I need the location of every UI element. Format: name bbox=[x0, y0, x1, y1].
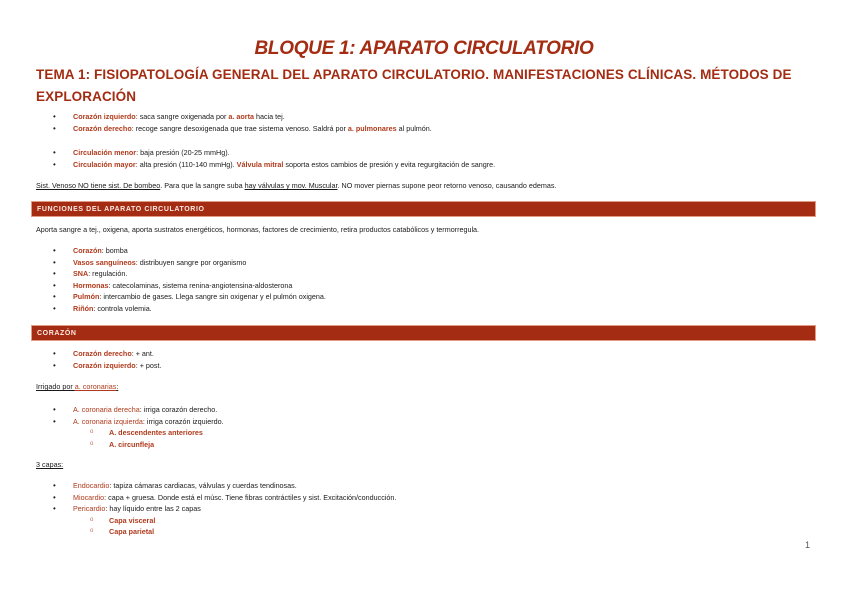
item-text: : tapiza cámaras cardiacas, válvulas y cuerdas tendinosas. bbox=[109, 481, 297, 490]
list-item bbox=[0, 503, 848, 515]
highlight: a. coronarias bbox=[74, 382, 117, 391]
section-header-corazon bbox=[31, 325, 816, 341]
item-text: : + post. bbox=[135, 360, 162, 370]
item-text: : regulación. bbox=[88, 269, 128, 278]
underlined-text: hay válvulas y mov. Muscular bbox=[244, 181, 338, 190]
highlight: a. pulmonares bbox=[347, 123, 397, 133]
term: Pericardio bbox=[73, 504, 106, 513]
item-text: : hay líquido entre las 2 capas bbox=[105, 504, 201, 513]
funciones-list bbox=[0, 245, 848, 314]
corazon-list bbox=[0, 348, 848, 371]
highlight: Válvula mitral bbox=[236, 159, 284, 169]
term: Corazón derecho bbox=[73, 123, 132, 133]
separator: : bbox=[135, 112, 140, 121]
term: Pulmón bbox=[73, 292, 100, 301]
venous-note bbox=[36, 181, 556, 191]
list-item bbox=[0, 416, 848, 428]
item-text: : + ant. bbox=[131, 349, 154, 358]
list-item bbox=[0, 480, 848, 492]
list-item bbox=[0, 303, 848, 315]
layer-name: Capa parietal bbox=[109, 527, 155, 536]
term: Endocardio bbox=[73, 481, 110, 490]
list-item bbox=[0, 492, 848, 504]
section-header-funciones bbox=[31, 201, 816, 217]
branch-name: A. descendentes anteriores bbox=[109, 428, 203, 437]
term: Corazón bbox=[73, 246, 102, 255]
underlined-text: Sist. Venoso NO tiene sist. De bombeo bbox=[36, 181, 161, 190]
list-item bbox=[0, 147, 848, 159]
term: SNA bbox=[73, 269, 89, 278]
term: Circulación mayor bbox=[73, 159, 136, 169]
item-text: hacia tej. bbox=[254, 112, 285, 121]
document-title: BLOQUE 1: APARATO CIRCULATORIO bbox=[254, 38, 594, 59]
layer-name: Capa visceral bbox=[109, 515, 156, 525]
item-text: : irriga corazón derecho. bbox=[139, 405, 218, 414]
list-item bbox=[0, 245, 848, 257]
separator: : bbox=[136, 148, 141, 157]
item-text: al pulmón. bbox=[396, 123, 432, 133]
section-header-label: CORAZÓN bbox=[37, 330, 77, 337]
separator: : bbox=[131, 123, 136, 133]
section-header-label: FUNCIONES DEL APARATO CIRCULATORIO bbox=[37, 206, 205, 213]
sub-list-item bbox=[0, 515, 848, 527]
page-number: 1 bbox=[805, 540, 811, 550]
item-text: alta presión (110-140 mmHg). bbox=[139, 159, 237, 169]
underlined-text: : bbox=[116, 382, 119, 391]
list-item bbox=[0, 360, 848, 372]
irrigado-label bbox=[36, 382, 118, 392]
list-item bbox=[0, 159, 848, 171]
term: Corazón izquierdo bbox=[73, 112, 136, 121]
list-item bbox=[0, 348, 848, 360]
coronarias-list bbox=[0, 404, 848, 450]
list-item bbox=[0, 280, 848, 292]
capas-list bbox=[0, 480, 848, 538]
term: Miocardio bbox=[73, 492, 105, 502]
branch-name: A. circunfleja bbox=[109, 439, 155, 449]
note-text: . Para que la sangre suba bbox=[160, 181, 245, 190]
term: Vasos sanguíneos bbox=[73, 257, 136, 267]
term: Corazón derecho bbox=[73, 349, 132, 358]
list-item bbox=[0, 268, 848, 280]
list-item bbox=[0, 123, 848, 135]
highlight: a. aorta bbox=[228, 112, 254, 121]
term: Circulación menor bbox=[73, 148, 137, 157]
term: Corazón izquierdo bbox=[73, 360, 136, 370]
sub-list-item bbox=[0, 427, 848, 439]
underlined-text: 3 capas: bbox=[36, 460, 64, 469]
item-text: : irriga corazón izquierdo. bbox=[142, 416, 224, 426]
item-text: : catecolaminas, sistema renina-angiotensina-aldosterona bbox=[108, 280, 293, 290]
item-text: : capa + gruesa. Donde está el músc. Tiene fibras contráctiles y sist. Excitación/conducción. bbox=[104, 492, 397, 502]
item-text: : controla volemia. bbox=[93, 303, 152, 313]
list-item bbox=[0, 257, 848, 269]
underlined-text: Irrigado por bbox=[36, 382, 75, 391]
term: Hormonas bbox=[73, 280, 109, 290]
list-item bbox=[0, 111, 848, 123]
separator: : bbox=[135, 159, 140, 169]
item-text: : intercambio de gases. Llega sangre sin oxigenar y el pulmón oxigena. bbox=[99, 292, 326, 301]
list-item bbox=[0, 404, 848, 416]
term: A. coronaria izquierda bbox=[73, 416, 143, 426]
item-text: baja presión (20-25 mmHg). bbox=[140, 148, 230, 157]
sub-list-item bbox=[0, 439, 848, 451]
intro-list-hearts bbox=[0, 111, 848, 134]
item-text: recoge sangre desoxigenada que trae sistema venoso. Saldrá por bbox=[135, 123, 348, 133]
item-text: saca sangre oxigenada por bbox=[139, 112, 229, 121]
item-text: soporta estos cambios de presión y evita regurgitación de sangre. bbox=[283, 159, 496, 169]
term: Riñón bbox=[73, 303, 94, 313]
term: A. coronaria derecha bbox=[73, 405, 140, 414]
capas-label bbox=[36, 460, 63, 470]
intro-list-circulation bbox=[0, 147, 848, 170]
note-text: . NO mover piernas supone peor retorno venoso, causando edemas. bbox=[337, 181, 557, 190]
item-text: : bomba bbox=[101, 246, 128, 255]
list-item bbox=[0, 291, 848, 303]
sub-list-item bbox=[0, 526, 848, 538]
document-subtitle: TEMA 1: FISIOPATOLOGÍA GENERAL DEL APARATO CIRCULATORIO. MANIFESTACIONES CLÍNICAS. MÉTODOS DE EXPLORACIÓN bbox=[36, 67, 792, 104]
item-text: : distribuyen sangre por organismo bbox=[135, 257, 247, 267]
funciones-intro: Aporta sangre a tej., oxigena, aporta sustratos energéticos, hormonas, factores de crecimiento, retira productos catabólicos y termorregula. bbox=[36, 225, 480, 234]
